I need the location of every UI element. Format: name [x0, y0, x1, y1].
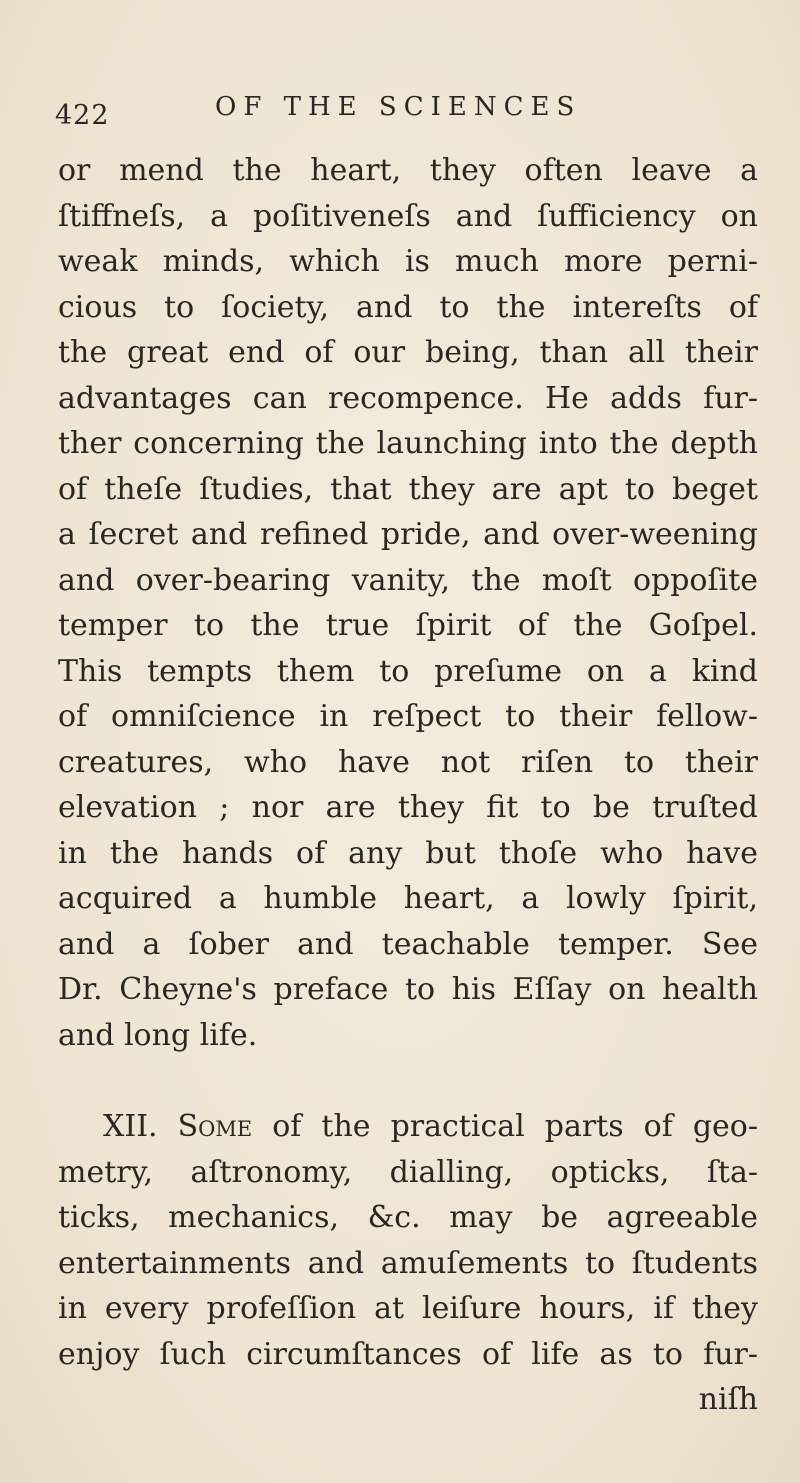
text-line: weak minds, which is much more perni- [58, 244, 758, 279]
text-line: and long life. [58, 1017, 258, 1053]
first-line-text: of the practical parts of geo- [272, 1109, 758, 1144]
paragraph-2 [58, 1104, 758, 1423]
text-line: elevation ; nor are they fit to be truſted [58, 790, 758, 825]
lead-word: Some [177, 1109, 253, 1144]
text-line: temper to the true ſpirit of the Goſpel. [58, 608, 758, 643]
page-number: 422 [55, 100, 110, 131]
paragraph-gap [58, 1058, 758, 1104]
text-line: and a ſober and teachable temper. See [58, 926, 758, 962]
section-numeral: XII. [103, 1109, 158, 1144]
text-line: or mend the heart, they often leave a [58, 153, 758, 188]
catchword: niſh [698, 1382, 758, 1417]
body-text [58, 148, 758, 1423]
text-line: Dr. Cheyne's preface to his Eſſay on health [58, 972, 758, 1007]
paragraph-first-line [58, 1104, 758, 1150]
text-line: metry, aſtronomy, dialling, opticks, ſta- [58, 1154, 758, 1190]
text-line: entertainments and amuſements to ſtudents [58, 1245, 758, 1281]
text-line: in the hands of any but thoſe who have [58, 835, 758, 871]
text-line: and over-bearing vanity, the moſt oppoſite [58, 562, 758, 598]
text-line: a ſecret and refined pride, and over-weening [58, 517, 758, 552]
text-line: of theſe ſtudies, that they are apt to beget [58, 471, 758, 507]
text-line: enjoy ſuch circumſtances of life as to fur- [58, 1336, 758, 1372]
text-line: in every profeſſion at leiſure hours, if they [58, 1291, 758, 1326]
running-title: OF THE SCIENCES [215, 92, 582, 122]
text-line: This tempts them to preſume on a kind [58, 653, 758, 689]
text-line: cious to ſociety, and to the intereſts of [58, 289, 758, 325]
paragraph-1 [58, 148, 758, 1058]
text-line: advantages can recompence. He adds fur- [58, 380, 758, 416]
text-line: the great end of our being, than all their [58, 335, 758, 370]
text-line: ſtiffneſs, a poſitiveneſs and ſufficiency on [58, 198, 758, 234]
text-line: creatures, who have not riſen to their [58, 744, 758, 780]
text-line: ticks, mechanics, &c. may be agreeable [58, 1200, 758, 1235]
running-head [55, 92, 760, 132]
text-line: of omniſcience in reſpect to their fellow- [58, 699, 758, 734]
text-line: acquired a humble heart, a lowly ſpirit, [58, 881, 758, 916]
text-line: ther concerning the launching into the depth [58, 426, 758, 461]
